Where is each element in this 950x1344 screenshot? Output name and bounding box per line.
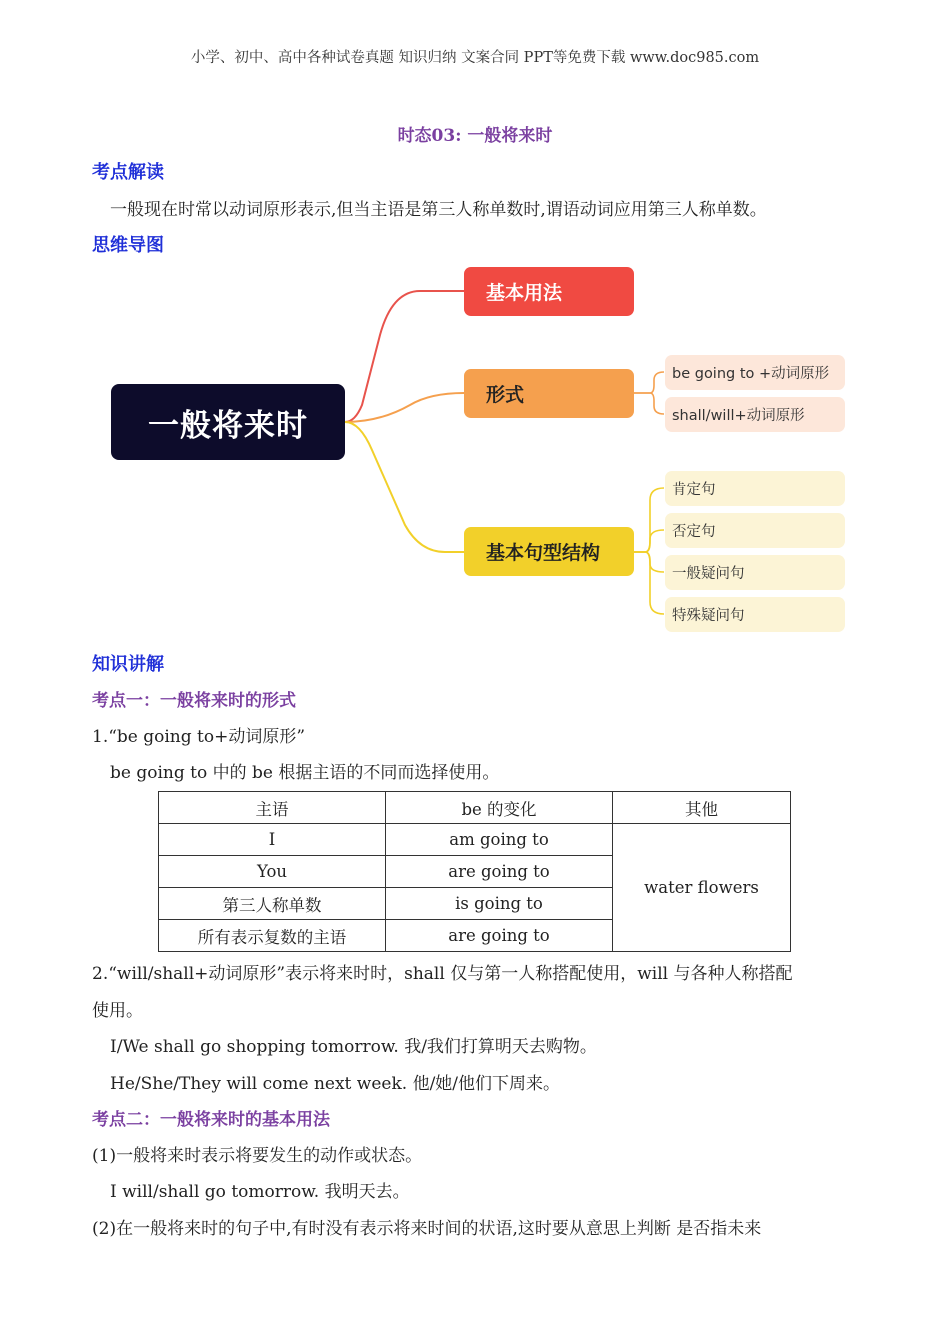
table-header: 其他 xyxy=(613,792,791,824)
table-cell: You xyxy=(159,856,386,888)
mindmap-leaf-be-going-to: be going to +动词原形 xyxy=(665,355,845,390)
table-cell: am going to xyxy=(386,824,613,856)
mindmap-branch-form: 形式 xyxy=(464,369,634,418)
point1-example2: He/She/They will come next week. 他/她/他们下周来。 xyxy=(110,1074,561,1094)
point1-item2-line1: 2.“will/shall+动词原形”表示将来时时，shall 仅与第一人称搭配使用，will 与各种人称搭配 xyxy=(92,964,793,984)
point1-example1: I/We shall go shopping tomorrow. 我/我们打算明天去购物。 xyxy=(110,1037,597,1057)
table-cell: is going to xyxy=(386,888,613,920)
intro-paragraph: 一般现在时常以动词原形表示,但当主语是第三人称单数时,谓语动词应用第三人称单数。 xyxy=(110,200,767,220)
table-header: be 的变化 xyxy=(386,792,613,824)
page-header: 小学、初中、高中各种试卷真题 知识归纳 文案合同 PPT等免费下载 www.doc985.com xyxy=(190,50,760,66)
point1-item2-line2: 使用。 xyxy=(92,1001,143,1021)
table-cell: 第三人称单数 xyxy=(159,888,386,920)
table-row xyxy=(159,824,791,856)
table-cell-merged: water flowers xyxy=(613,824,791,952)
table-header-row xyxy=(159,792,791,824)
mindmap-leaf-wh-question: 特殊疑问句 xyxy=(665,597,845,632)
mindmap-leaf-shall-will: shall/will+动词原形 xyxy=(665,397,845,432)
point2-item1: (1)一般将来时表示将要发生的动作或状态。 xyxy=(92,1146,423,1166)
section-heading-kaodian: 考点解读 xyxy=(92,162,164,183)
be-going-to-table xyxy=(158,791,791,952)
section-heading-mindmap: 思维导图 xyxy=(92,235,164,256)
point2-example1: I will/shall go tomorrow. 我明天去。 xyxy=(110,1182,410,1202)
table-cell: 所有表示复数的主语 xyxy=(159,920,386,952)
table-header: 主语 xyxy=(159,792,386,824)
mindmap-leaf-yes-no-question: 一般疑问句 xyxy=(665,555,845,590)
mindmap-leaf-affirmative: 肯定句 xyxy=(665,471,845,506)
mindmap-branch-structure: 基本句型结构 xyxy=(464,527,634,576)
point2-heading: 考点二：一般将来时的基本用法 xyxy=(92,1110,330,1130)
table-cell: are going to xyxy=(386,856,613,888)
page-title: 时态03: 一般将来时 xyxy=(397,126,553,146)
point1-item1-title: 1.“be going to+动词原形” xyxy=(92,727,306,747)
mindmap-root: 一般将来时 xyxy=(111,384,345,460)
mindmap-leaf-negative: 否定句 xyxy=(665,513,845,548)
point2-item2: (2)在一般将来时的句子中,有时没有表示将来时间的状语,这时要从意思上判断 是否指未来 xyxy=(92,1219,762,1239)
point1-heading: 考点一：一般将来时的形式 xyxy=(92,691,296,711)
mindmap-branch-usage: 基本用法 xyxy=(464,267,634,316)
table-cell: are going to xyxy=(386,920,613,952)
point1-item1-desc: be going to 中的 be 根据主语的不同而选择使用。 xyxy=(110,763,500,783)
section-heading-knowledge: 知识讲解 xyxy=(92,654,164,675)
table-cell: I xyxy=(159,824,386,856)
